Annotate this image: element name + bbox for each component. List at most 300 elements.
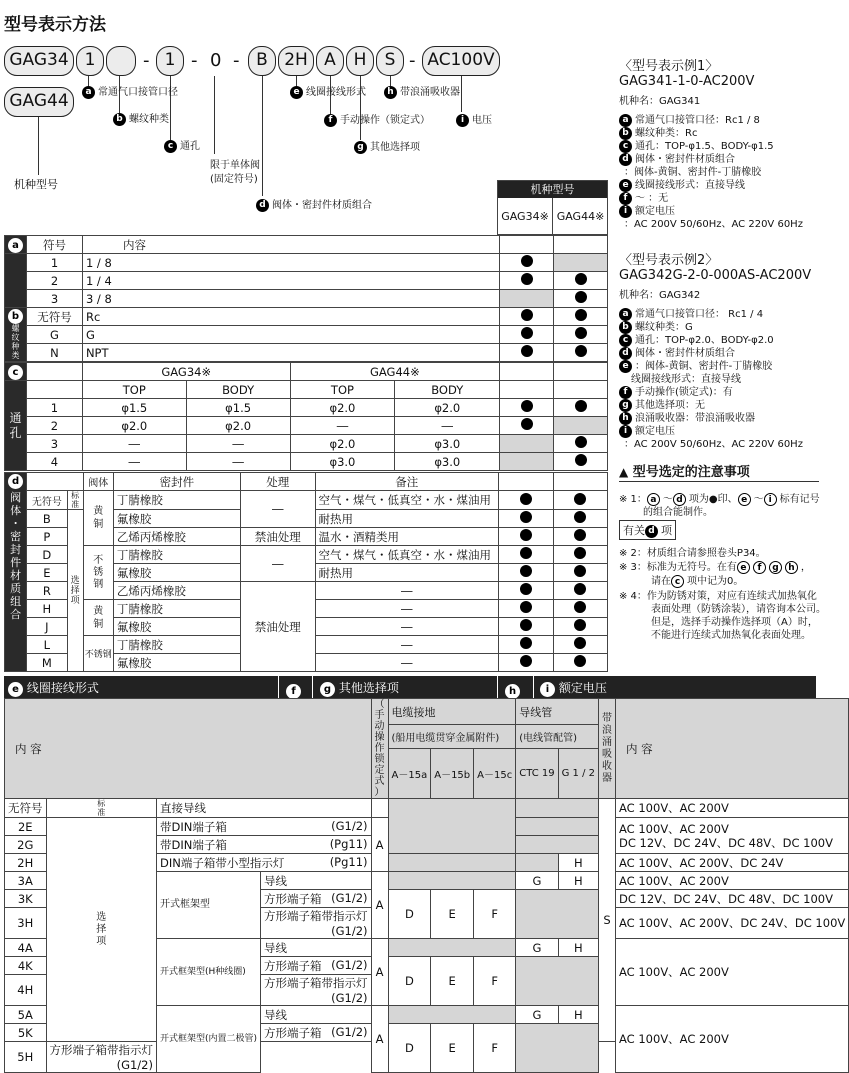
- table-cell: [499, 600, 553, 618]
- table-cell: 5K: [5, 1024, 47, 1042]
- table-cell: [371, 799, 388, 818]
- table-cell: 3: [27, 435, 83, 453]
- label-h: 带浪涌吸收器: [400, 87, 460, 98]
- table-cell: N: [27, 344, 83, 362]
- code-surge: S: [376, 46, 404, 76]
- table-cell: 导线: [261, 1006, 372, 1024]
- table-cell: 标 准: [67, 491, 83, 510]
- text-line: ：阀体-黄铜、密封件-丁腈橡胶: [624, 167, 762, 178]
- table-cell: D: [388, 957, 431, 1006]
- table-cell: 通 孔: [5, 381, 27, 471]
- table-cell: [553, 600, 608, 618]
- table-cell: 乙烯丙烯橡胶: [113, 528, 240, 546]
- label-i: 电压: [472, 115, 492, 126]
- table-cell: ―: [82, 435, 186, 453]
- table-cell: E: [431, 1024, 474, 1073]
- table-cell: 氟橡胶: [113, 654, 240, 672]
- table-cell: Rc: [82, 308, 499, 326]
- table-cell: NPT: [82, 344, 499, 362]
- table-cell: 2: [27, 417, 83, 435]
- label-fixed2: (固定符号): [210, 174, 258, 185]
- table-cell: [554, 453, 608, 471]
- table-cell: 密封件: [113, 473, 240, 491]
- table-cell: G 1 / 2: [558, 748, 598, 798]
- label-b: 螺纹种类: [129, 114, 169, 125]
- table-cell: G: [516, 1006, 558, 1024]
- table-cell: L: [27, 636, 67, 654]
- code-fixed: 0: [210, 50, 222, 71]
- text-line: c 通孔: [164, 137, 200, 153]
- text-line: i 额定电压: [619, 422, 675, 438]
- text-line: 表面处理（防锈涂装），请咨询本公司。: [651, 604, 826, 615]
- table-cell: 方形端子箱带指示灯 (G1/2): [261, 975, 372, 1006]
- table-cell: 直接导线: [157, 799, 372, 818]
- text-line: ※ 4：作为防锈对策，对应有连续式加热氧化: [619, 591, 817, 602]
- text-line: ：AC 200V 50/60Hz、AC 220V 60Hz: [624, 439, 803, 450]
- table-cell: ―: [315, 600, 499, 618]
- table-cell: [516, 818, 599, 836]
- table-cell: [500, 326, 554, 344]
- table-cell: 耐热用: [315, 564, 499, 582]
- table-cell: [388, 939, 516, 957]
- table-cell: S: [599, 799, 616, 1042]
- table-cell: ―: [240, 546, 315, 582]
- table-cell: GAG44※: [290, 363, 500, 381]
- table-cell: 不锈钢: [83, 636, 113, 672]
- table-cell: [500, 272, 554, 290]
- table-cell: [499, 528, 553, 546]
- table-cell: 选 择 项: [46, 818, 157, 1042]
- code-gag34: GAG34: [4, 46, 74, 76]
- table-cell: 处理: [240, 473, 315, 491]
- code-voltage: AC100V: [422, 46, 500, 76]
- table-cell: [553, 636, 608, 654]
- table-cell: [554, 308, 608, 326]
- table-cell: φ2.0: [82, 417, 186, 435]
- text-line: 线圈接线形式：直接导线: [631, 374, 741, 385]
- table-cell: H: [558, 872, 598, 890]
- text-line: g 其他选择项: [354, 138, 420, 154]
- table-cell: [388, 799, 516, 854]
- table-cell: [500, 308, 554, 326]
- table-cell: P: [27, 528, 67, 546]
- ex1-code: GAG341-1-0-AC200V: [619, 74, 755, 89]
- table-cell: ―: [240, 491, 315, 528]
- model-header-box: 机种型号 GAG34※ GAG44※: [497, 180, 608, 235]
- table-cell: 1: [27, 254, 83, 272]
- text-line: f ～ ：无: [619, 189, 668, 205]
- table-cell: 带DIN端子箱 (Pg11): [157, 836, 372, 854]
- table-cell: φ3.0: [395, 453, 500, 471]
- table-cell: φ2.0: [186, 417, 290, 435]
- table-cell: 符号: [27, 236, 83, 254]
- spec-table-c: [4, 362, 608, 471]
- table-cell: 开式框架型(H种线圈): [157, 939, 261, 1006]
- ex2-code: GAG342G-2-0-000AS-AC200V: [619, 268, 812, 283]
- table-cell: 2: [27, 272, 83, 290]
- table-cell: 无符号: [5, 799, 47, 818]
- table-cell: [516, 890, 599, 939]
- table-cell: 丁腈橡胶: [113, 600, 240, 618]
- code-manual: A: [316, 46, 344, 76]
- table-cell: [554, 236, 608, 254]
- text-line: 有关 d 项: [619, 520, 676, 540]
- table-cell: 空气・煤气・低真空・水・煤油用: [315, 491, 499, 510]
- table-cell: E: [431, 957, 474, 1006]
- table-cell: 内 容: [5, 699, 372, 799]
- table-cell: 2G: [5, 836, 47, 854]
- text-line: b 螺纹种类: [113, 110, 169, 126]
- table-cell: 导线: [261, 939, 372, 957]
- table-cell: [553, 654, 608, 672]
- code-coil: 2H: [278, 46, 314, 76]
- table-cell: φ2.0: [395, 399, 500, 417]
- table-cell: [554, 381, 608, 399]
- table-cell: DIN端子箱带小型指示灯 (Pg11): [157, 854, 372, 872]
- table-cell: [388, 872, 516, 890]
- table-cell: G: [516, 872, 558, 890]
- table-cell: 方形端子箱 (G1/2): [261, 1024, 372, 1042]
- text-line: e 线圈接线形式: [290, 83, 366, 99]
- table-cell: 5H: [5, 1042, 47, 1073]
- table-cell: c: [5, 363, 27, 381]
- table-cell: 空气・煤气・低真空・水・煤油用: [315, 546, 499, 564]
- table-cell: [27, 363, 83, 381]
- table-cell: A: [371, 1006, 388, 1073]
- ex1-title: 〈型号表示例1〉: [619, 59, 719, 74]
- table-cell: d 阀 体 ・ 密 封 件 材 质 组 合: [5, 473, 27, 672]
- table-cell: [516, 799, 599, 818]
- table-cell: D: [388, 890, 431, 939]
- label-e: 线圈接线形式: [306, 87, 366, 98]
- text-line: a 常通气口接管口径：Rc1 / 8: [619, 111, 760, 127]
- table-cell: φ3.0: [395, 435, 500, 453]
- text-line: b 螺纹种类：Rc: [619, 124, 697, 140]
- table-cell: AC 100V、AC 200V: [616, 872, 849, 890]
- table-cell: 导线管: [516, 699, 599, 725]
- table-cell: [499, 491, 553, 510]
- table-cell: φ3.0: [290, 453, 395, 471]
- table-cell: G: [516, 939, 558, 957]
- table-cell: [500, 363, 554, 381]
- table-cell: ―: [315, 636, 499, 654]
- table-cell: 4A: [5, 939, 47, 957]
- text-line: c 通孔：TOP-φ1.5、BODY-φ1.5: [619, 137, 774, 153]
- table-cell: M: [27, 654, 67, 672]
- text-line: g 其他选择项：无: [619, 396, 705, 412]
- table-cell: BODY: [395, 381, 500, 399]
- table-cell: 导线: [261, 872, 372, 890]
- table-cell: GAG34※: [82, 363, 290, 381]
- table-cell: [500, 290, 554, 308]
- table-cell: 开式框架型(内置二极管): [157, 1006, 261, 1073]
- table-cell: A: [371, 872, 388, 939]
- table-cell: TOP: [82, 381, 186, 399]
- table-cell: [499, 618, 553, 636]
- table-cell: 5A: [5, 1006, 47, 1024]
- table-cell: [554, 290, 608, 308]
- text-line: 的组合能制作。: [643, 507, 713, 518]
- table-cell: 电缆接地: [388, 699, 516, 725]
- text-line: ：AC 200V 50/60Hz、AC 220V 60Hz: [624, 219, 803, 230]
- table-cell: B: [27, 510, 67, 528]
- code-orifice: 1: [156, 46, 184, 76]
- table-cell: [27, 381, 83, 399]
- table-cell: 温水・酒精类用: [315, 528, 499, 546]
- code-option: H: [346, 46, 374, 76]
- table-cell: F: [474, 957, 516, 1006]
- table-cell: 带DIN端子箱 (G1/2): [157, 818, 372, 836]
- label-a: 常通气口接管口径: [98, 87, 178, 98]
- table-cell: (电线管配管): [516, 725, 599, 749]
- table-cell: [516, 854, 558, 872]
- table-cell: 方形端子箱带指示灯 (G1/2): [261, 908, 372, 939]
- code-thread: [106, 46, 136, 76]
- table-cell: 方形端子箱带指示灯 (G1/2): [46, 1042, 157, 1073]
- table-cell: 3K: [5, 890, 47, 908]
- table-cell: [499, 564, 553, 582]
- table-cell: ―: [290, 417, 395, 435]
- text-line: d 阀体・密封件材质组合: [256, 196, 372, 212]
- table-cell: [499, 654, 553, 672]
- table-cell: [500, 236, 554, 254]
- table-cell: [500, 344, 554, 362]
- table-cell: 3A: [5, 872, 47, 890]
- table-cell: E: [431, 890, 474, 939]
- table-cell: [516, 836, 599, 854]
- table-cell: [500, 435, 554, 453]
- table-cell: 带 浪 涌 吸 收 器: [599, 699, 616, 799]
- text-line: 请在 c 项中记为0。: [651, 576, 744, 587]
- table-cell: ―: [82, 453, 186, 471]
- table-cell: 2E: [5, 818, 47, 836]
- table-cell: 4K: [5, 957, 47, 975]
- text-line: ※ 2：材质组合请参照卷头P34。: [619, 548, 766, 559]
- text-line: e 线圈接线形式：直接导线: [619, 176, 745, 192]
- table-cell: [5, 254, 27, 308]
- text-line: 不能进行连续式加热氧化表面处理。: [651, 630, 811, 641]
- table-cell: TOP: [290, 381, 395, 399]
- table-cell: ―: [315, 618, 499, 636]
- table-cell: A－15b: [431, 748, 474, 798]
- text-line: i 额定电压: [619, 202, 675, 218]
- table-cell: DC 12V、DC 24V、DC 48V、DC 100V: [616, 890, 849, 908]
- table-cell: 乙烯丙烯橡胶: [113, 582, 240, 600]
- table-cell: [553, 564, 608, 582]
- table-cell: 方形端子箱 (G1/2): [261, 890, 372, 908]
- text-line: i 电压: [456, 111, 492, 127]
- table-cell: 丁腈橡胶: [113, 546, 240, 564]
- text-line: a 常通气口接管口径: [82, 83, 178, 99]
- table-cell: 备注: [315, 473, 499, 491]
- table-cell: 丁腈橡胶: [113, 636, 240, 654]
- text-line: d 阀体・密封件材质组合: [619, 344, 735, 360]
- table-cell: 黄 铜: [83, 491, 113, 546]
- table-cell: AC 100V、AC 200V: [616, 799, 849, 818]
- table-cell: [500, 381, 554, 399]
- table-cell: 无符号: [27, 308, 83, 326]
- table-cell: a: [5, 236, 27, 254]
- table-cell: [388, 854, 516, 872]
- table-cell: A－15c: [474, 748, 516, 798]
- text-line: e ：阀体-黄铜、密封件-丁腈橡胶: [619, 357, 772, 373]
- table-cell: D: [388, 1024, 431, 1073]
- table-cell: [554, 399, 608, 417]
- table-cell: 3: [27, 290, 83, 308]
- spec-table-lower: [4, 698, 849, 1073]
- table-cell: [499, 510, 553, 528]
- table-cell: 标 准: [46, 799, 157, 818]
- text-line: h 带浪涌吸收器: [384, 83, 460, 99]
- table-cell: AC 100V、AC 200V DC 12V、DC 24V、DC 48V、DC 100V: [616, 818, 849, 854]
- table-cell: H: [558, 939, 598, 957]
- table-cell: 无符号: [27, 491, 67, 510]
- table-cell: [516, 1024, 599, 1073]
- table-cell: H: [558, 854, 598, 872]
- table-cell: 耐热用: [315, 510, 499, 528]
- table-cell: 开式框架型: [157, 872, 261, 939]
- table-cell: H: [558, 1006, 598, 1024]
- table-cell: 选 择 项: [67, 510, 83, 672]
- table-cell: φ1.5: [186, 399, 290, 417]
- table-cell: [554, 363, 608, 381]
- table-cell: [516, 957, 599, 1006]
- table-cell: [554, 272, 608, 290]
- table-cell: [27, 473, 83, 491]
- table-cell: [500, 453, 554, 471]
- table-cell: F: [474, 890, 516, 939]
- notes-title: ▲ 型号选定的注意事项: [619, 465, 750, 480]
- table-cell: [553, 582, 608, 600]
- table-cell: 禁油处理: [240, 582, 315, 672]
- table-cell: ―: [186, 435, 290, 453]
- table-cell: ―: [315, 654, 499, 672]
- table-cell: ―: [186, 453, 290, 471]
- table-cell: G: [82, 326, 499, 344]
- table-cell: [500, 399, 554, 417]
- table-cell: F: [474, 1024, 516, 1073]
- table-cell: 3 / 8: [82, 290, 499, 308]
- table-cell: 黄 铜: [83, 600, 113, 636]
- text-line: d 阀体・密封件材质组合: [619, 150, 735, 166]
- spec-table-upper: [4, 235, 608, 362]
- table-cell: 方形端子箱 (G1/2): [261, 957, 372, 975]
- table-cell: [554, 417, 608, 435]
- table-cell: [500, 417, 554, 435]
- table-cell: A: [371, 818, 388, 872]
- table-cell: 4: [27, 453, 83, 471]
- table-cell: J: [27, 618, 67, 636]
- table-cell: [388, 1006, 516, 1024]
- table-cell: [554, 254, 608, 272]
- label-c: 通孔: [180, 141, 200, 152]
- label-d: 阀体・密封件材质组合: [272, 200, 372, 211]
- text-line: f 手动操作(锁定式)：有: [619, 383, 733, 399]
- table-cell: A－15a: [388, 748, 431, 798]
- table-cell: φ1.5: [82, 399, 186, 417]
- table-cell: 3H: [5, 908, 47, 939]
- code-material: B: [248, 46, 276, 76]
- table-cell: [499, 546, 553, 564]
- table-cell: AC 100V、AC 200V: [616, 939, 849, 1006]
- table-cell: 内容: [82, 236, 499, 254]
- table-cell: φ2.0: [290, 435, 395, 453]
- table-cell: 氟橡胶: [113, 618, 240, 636]
- table-cell: φ2.0: [290, 399, 395, 417]
- table-cell: R: [27, 582, 67, 600]
- table-cell: 阀体: [83, 473, 113, 491]
- table-cell: b 螺 纹 种 类: [5, 308, 27, 362]
- table-cell: [499, 582, 553, 600]
- table-cell: 不 锈 钢: [83, 546, 113, 600]
- table-cell: E: [27, 564, 67, 582]
- label-fixed1: 限于单体阀: [210, 160, 260, 171]
- table-cell: 4H: [5, 975, 47, 1006]
- table-cell: 丁腈橡胶: [113, 491, 240, 510]
- ex2-model: 机种名：GAG342: [619, 290, 701, 301]
- spec-table-d: [4, 472, 608, 672]
- table-cell: [553, 491, 608, 510]
- table-cell: [499, 473, 553, 491]
- code-port: 1: [76, 46, 104, 76]
- label-g: 其他选择项: [370, 142, 420, 153]
- text-line: c 通孔：TOP-φ2.0、BODY-φ2.0: [619, 331, 774, 347]
- table-cell: [554, 326, 608, 344]
- table-cell: AC 100V、AC 200V: [616, 1006, 849, 1073]
- text-line: h 浪涌吸收器：带浪涌吸收器: [619, 409, 755, 425]
- ex1-model: 机种名：GAG341: [619, 96, 701, 107]
- table-cell: G: [27, 326, 83, 344]
- label-model: 机种型号: [14, 178, 58, 191]
- table-cell: [554, 344, 608, 362]
- table-cell: [553, 546, 608, 564]
- table-cell: [500, 254, 554, 272]
- table-cell: 1 / 4: [82, 272, 499, 290]
- label-f: 手动操作（锁定式）: [340, 115, 430, 126]
- table-cell: [553, 473, 608, 491]
- table-cell: 禁油处理: [240, 528, 315, 546]
- page-title: 型号表示方法: [4, 15, 106, 35]
- text-line: ※ 1： a ～ d 项为●印、 e ～ i 标有记号: [619, 494, 820, 505]
- code-gag44: GAG44: [4, 87, 74, 117]
- text-line: b 螺纹种类：G: [619, 318, 693, 334]
- table-cell: ―: [395, 417, 500, 435]
- table-cell: [553, 528, 608, 546]
- table-cell: CTC 19: [516, 748, 558, 798]
- table-cell: [553, 618, 608, 636]
- table-cell: AC 100V、AC 200V、DC 24V、DC 100V: [616, 908, 849, 939]
- table-cell: 1: [27, 399, 83, 417]
- table-cell: 1 / 8: [82, 254, 499, 272]
- table-cell: [553, 510, 608, 528]
- text-line: 但是，选择手动操作选择项（A）时，: [651, 617, 818, 628]
- table-cell: 氟橡胶: [113, 510, 240, 528]
- table-cell: D: [27, 546, 67, 564]
- table-cell: ―: [315, 582, 499, 600]
- table-cell: AC 100V、AC 200V、DC 24V: [616, 854, 849, 872]
- text-line: ※ 3：标准为无符号。在有 e f g h ，: [619, 562, 811, 573]
- table-cell: A: [371, 939, 388, 1006]
- table-cell: BODY: [186, 381, 290, 399]
- ex2-title: 〈型号表示例2〉: [619, 253, 719, 268]
- table-cell: (船用电缆贯穿金属附件): [388, 725, 516, 749]
- table-cell: [499, 636, 553, 654]
- text-line: f 手动操作（锁定式）: [324, 111, 430, 127]
- table-cell: 内 容: [616, 699, 849, 799]
- table-cell: （ 手 动 操 作 锁 定 式 ）: [371, 699, 388, 799]
- text-line: a 常通气口接管口径： Rc1 / 4: [619, 305, 763, 321]
- table-cell: [554, 435, 608, 453]
